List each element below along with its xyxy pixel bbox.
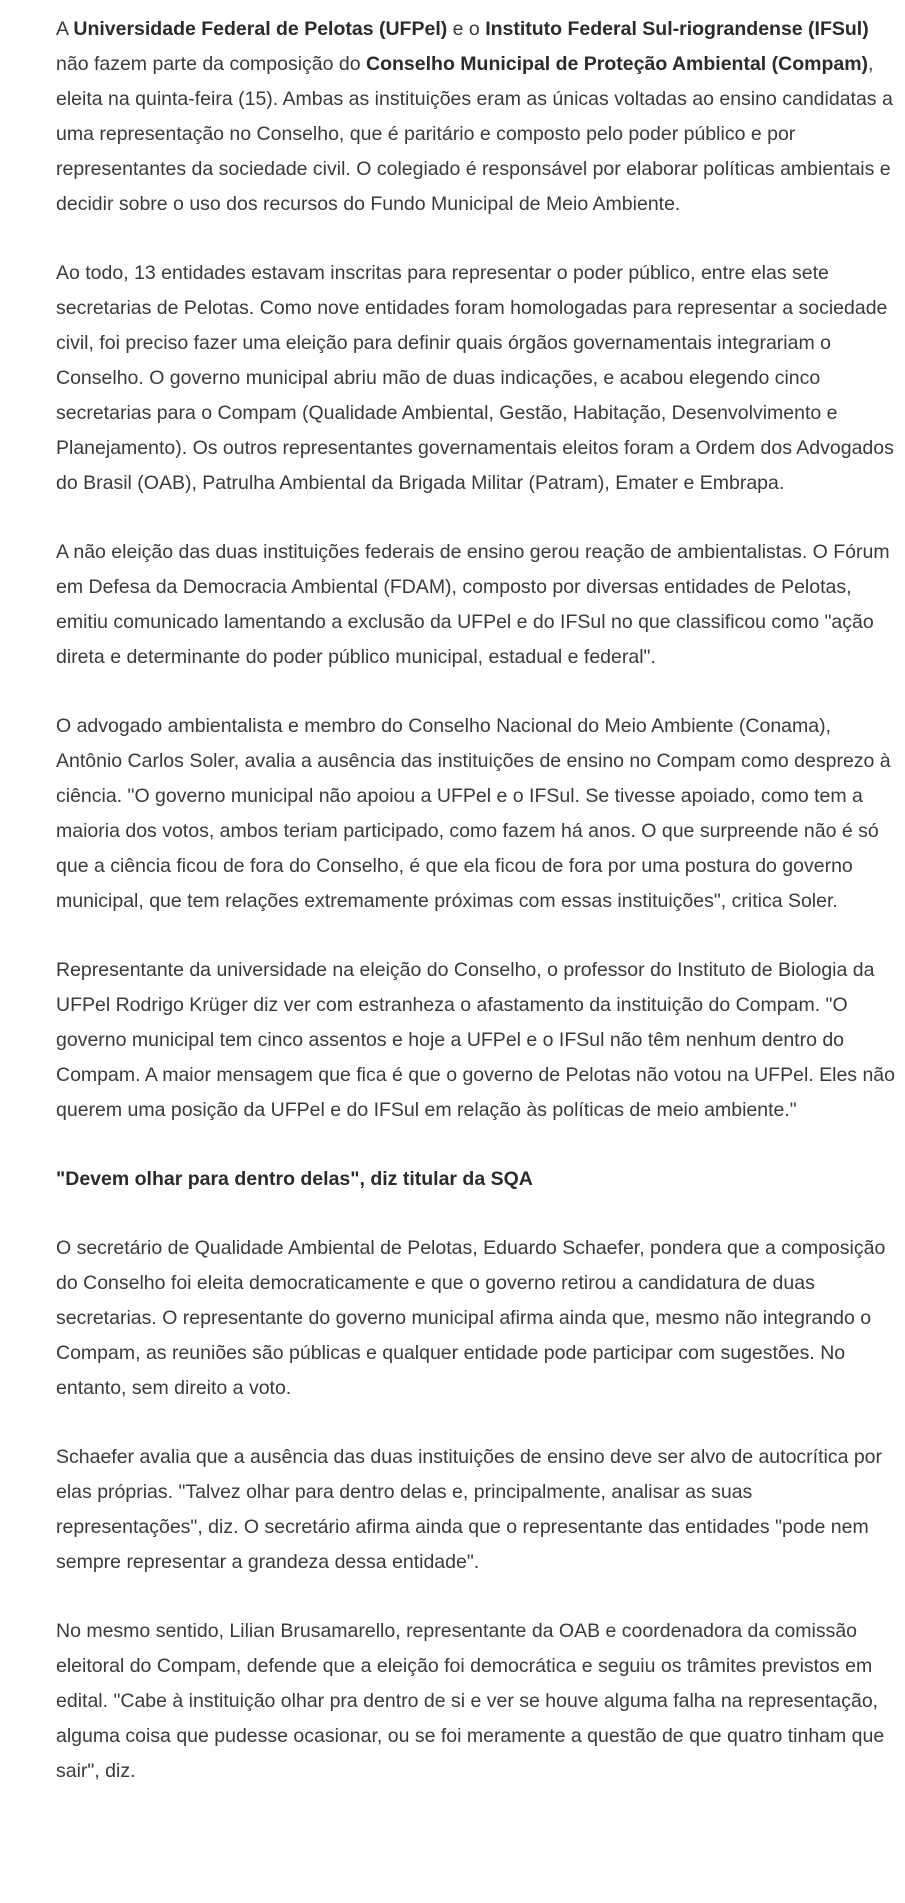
paragraph-kruger: Representante da universidade na eleição do Conselho, o professor do Instituto de Biologia da UFPel Rodrigo Krüger diz ver com estranheza o afastamento da instituição do Compam. "O governo municipal tem cinco assentos e hoje a UFPel e o IFSul não têm nenhum dentro do Compam. A maior mensagem que fica é que o governo de Pelotas não votou na UFPel. Eles não querem uma posição da UFPel e do IFSul em relação às políticas de meio ambiente." xyxy=(56,959,895,1121)
paragraph-entities: Ao todo, 13 entidades estavam inscritas para representar o poder público, entre elas sete secretarias de Pelotas. Como nove entidades foram homologadas para representar a sociedade civil, foi preciso fazer uma eleição para definir quais órgãos governamentais integrariam o Conselho. O governo municipal abriu mão de duas indicações, e acabou elegendo cinco secretarias para o Compam (Qualidade Ambiental, Gestão, Habitação, Desenvolvimento e Planejamento). Os outros representantes governamentais eleitos foram a Ordem dos Advogados do Brasil (OAB), Patrulha Ambiental da Brigada Militar (Patram), Emater e Embrapa. xyxy=(56,262,894,494)
article-body xyxy=(56,12,896,1823)
paragraph-reaction: A não eleição das duas instituições federais de ensino gerou reação de ambientalistas. O Fórum em Defesa da Democracia Ambiental (FDAM), composto por diversas entidades de Pelotas, emitiu comunicado lamentando a exclusão da UFPel e do IFSul no que classificou como "ação direta e determinante do poder público municipal, estadual e federal". xyxy=(56,541,890,668)
paragraph-soler: O advogado ambientalista e membro do Conselho Nacional do Meio Ambiente (Conama), Antônio Carlos Soler, avalia a ausência das instituições de ensino no Compam como desprezo à ciência. "O governo municipal não apoiou a UFPel e o IFSul. Se tivesse apoiado, como tem a maioria dos votos, ambos teriam participado, como fazem há anos. O que surpreende não é só que a ciência ficou de fora do Conselho, é que ela ficou de fora por uma postura do governo municipal, que tem relações extremamente próximas com essas instituições", critica Soler. xyxy=(56,715,891,912)
intro-text-2: e o xyxy=(447,18,486,40)
ifsul-name: Instituto Federal Sul-riograndense (IFSul) xyxy=(485,18,869,40)
paragraph-brusamarello: No mesmo sentido, Lilian Brusamarello, representante da OAB e coordenadora da comissão eleitoral do Compam, defende que a eleição foi democrática e seguiu os trâmites previstos em edital. "Cabe à instituição olhar pra dentro de si e ver se houve alguma falha na representação, alguma coisa que pudesse ocasionar, ou se foi meramente a questão de que quatro tinham que sair", diz. xyxy=(56,1620,885,1782)
intro-text-1: A xyxy=(56,18,74,40)
paragraph-schaefer: O secretário de Qualidade Ambiental de Pelotas, Eduardo Schaefer, pondera que a composição do Conselho foi eleita democraticamente e que o governo retirou a candidatura de duas secretarias. O representante do governo municipal afirma ainda que, mesmo não integrando o Compam, as reuniões são públicas e qualquer entidade pode participar com sugestões. No entanto, sem direito a voto. xyxy=(56,1237,886,1399)
intro-text-4: , eleita na quinta-feira (15). Ambas as instituições eram as únicas voltadas ao ensino candidatas a uma representação no Conselho, que é paritário e composto pelo poder público e por representantes da sociedade civil. O colegiado é responsável por elaborar políticas ambientais e decidir sobre o uso dos recursos do Fundo Municipal de Meio Ambiente. xyxy=(56,53,893,215)
paragraph-intro xyxy=(56,12,896,222)
intro-text-3: não fazem parte da composição do xyxy=(56,53,367,75)
section-subheading: "Devem olhar para dentro delas", diz titular da SQA xyxy=(56,1168,533,1190)
ufpel-name: Universidade Federal de Pelotas (UFPel) xyxy=(73,18,448,40)
compam-name: Conselho Municipal de Proteção Ambiental (Compam) xyxy=(366,53,869,75)
paragraph-autocritica: Schaefer avalia que a ausência das duas instituições de ensino deve ser alvo de autocrítica por elas próprias. "Talvez olhar para dentro delas e, principalmente, analisar as suas representações", diz. O secretário afirma ainda que o representante das entidades "pode nem sempre representar a grandeza dessa entidade". xyxy=(56,1446,883,1573)
